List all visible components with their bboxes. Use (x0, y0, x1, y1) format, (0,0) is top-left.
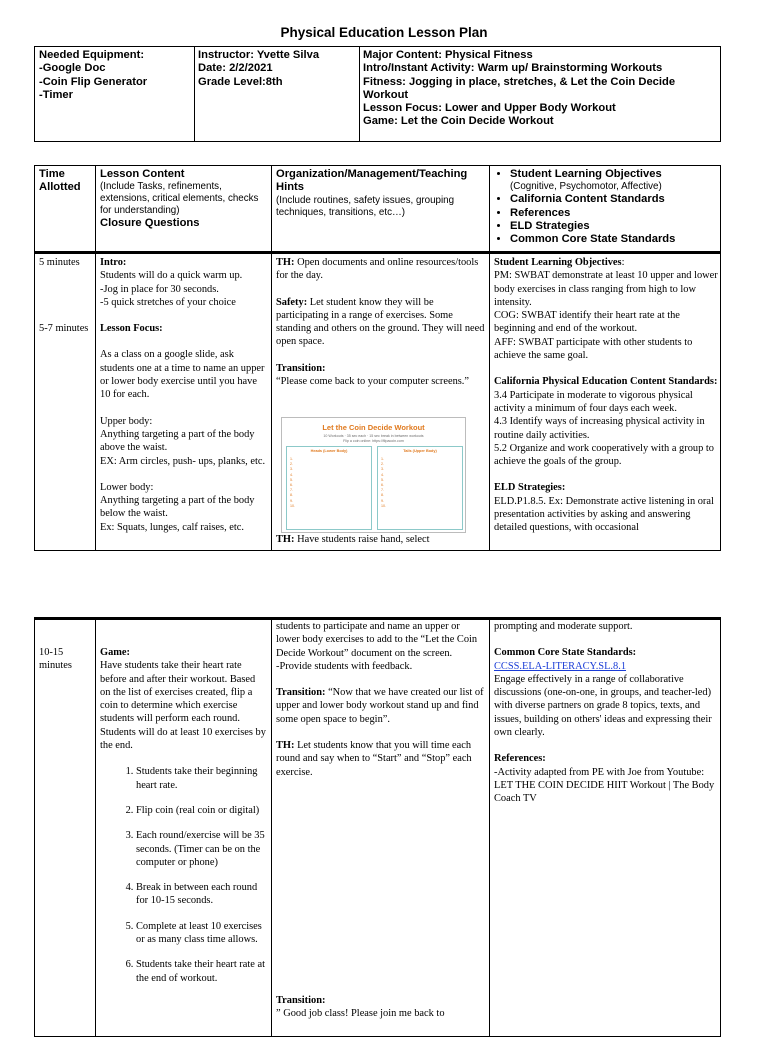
standards-p2 (494, 620, 718, 806)
thumbnail-column-heads (286, 446, 372, 530)
safety-label: Safety: (276, 296, 308, 308)
content-cell (363, 49, 715, 129)
game-step: 4. Break in between each round for 10-15 seconds. (136, 881, 268, 908)
slo-line: AFF: SWBAT participate with other students to achieve the same goal. (494, 336, 693, 362)
organization-title: Organization/Management/Teaching Hints (276, 168, 468, 194)
content-line: Intro/Instant Activity: Warm up/ Brainstorming Workouts (363, 62, 663, 75)
content-line: Fitness: Jogging in place, stretches, & Let the Coin Decide Workout (363, 75, 676, 101)
closure-questions-title: Closure Questions (100, 217, 200, 230)
lower-line: Anything targeting a part of the body below the waist. (100, 495, 255, 520)
standards-p1: Student Learning Objectives: PM: SWBAT demonstrate at least 10 upper and lower body exercises in class ranging from high to low intensity. COG: SWBAT identify their heart rate at the beginning and end of the workout. AFF: SWBAT participate with other students to achieve the same goal. California Physical Education Content Standards: 3.4 Participate in moderate to vigorous physical activity a minimum of four days each week. 4.3 Identify ways of increasing physical activity in routine daily activities. 5.2 Organize and work cooperatively with a group to achieve the goals of the group. ELD Strategies: ELD.P1.8.5. Ex: Demonstrate active listening in oral presentation activities by asking and answering detailed questions, with occasional (494, 257, 718, 534)
cal-standard-line: 4.3 Identify ways of increasing physical activity in routine daily activities. (494, 416, 705, 441)
lesson-content-header (100, 168, 268, 231)
game-steps (100, 765, 268, 985)
references-heading: References: (494, 753, 546, 765)
time-header: Time Allotted (39, 168, 81, 194)
eld-heading: ELD Strategies: (494, 482, 566, 494)
game-step: 1. Students take their beginning heart rate. (136, 765, 268, 792)
slo-line: PM: SWBAT demonstrate at least 10 upper and lower body exercises in class ranging from high to low intensity. (494, 270, 718, 308)
cal-standard-line: 5.2 Organize and work cooperatively with a group to achieve the goals of the group. (494, 442, 714, 468)
references-text: -Activity adapted from PE with Joe from Youtube: LET THE COIN DECIDE HIIT Workout | The Body Coach TV (494, 766, 715, 805)
upper-line: EX: Arm circles, push- ups, planks, etc. (100, 455, 266, 467)
lower-line: Ex: Squats, lunges, calf raises, etc. (100, 521, 244, 533)
objectives-item: • California Content Standards (510, 193, 718, 206)
equipment-line: Needed Equipment: (39, 49, 145, 61)
cal-standard-line: 3.4 Participate in moderate to vigorous physical activity a minimum of four days each week. (494, 389, 693, 414)
feedback-text: -Provide students with feedback. (276, 660, 413, 672)
objectives-item: • Student Learning Objectives (510, 168, 718, 181)
organization-note: (Include routines, safety issues, grouping techniques, transitions, etc…) (276, 194, 455, 218)
date-line: Date: 2/2/2021 (198, 62, 273, 75)
time-intro: 5 minutes (39, 257, 80, 268)
thumbnail-number-list: 1. 2. 3. 4. 5. 6. 7. 8. 9. 10. (381, 457, 386, 508)
transition-heading: Transition: (276, 995, 326, 1006)
transition-heading: Transition: (276, 687, 326, 699)
th-text: Open documents and online resources/tools for the day. (276, 257, 479, 282)
game-step: 5. Complete at least 10 exercises or as many class time allows. (136, 920, 268, 947)
thumbnail-subtitle: Flip a coin online: https://flipacoin.com (343, 439, 404, 443)
content-line: Major Content: Physical Fitness (363, 49, 533, 61)
thumbnail-number-list: 1. 2. 3. 4. 5. 6. 7. 8. 9. 10. (290, 457, 295, 508)
intro-line: Students will do a quick warm up. (100, 270, 243, 282)
organization-p2 (276, 620, 486, 779)
th-label: TH: (276, 740, 295, 752)
organization-p1-bottom (276, 533, 486, 546)
instructor-cell (198, 49, 356, 89)
objectives-item: • Common Core State Standards (510, 233, 718, 246)
cal-standards-heading: California Physical Education Content Standards: (494, 376, 718, 388)
thumbnail-column-tails (377, 446, 463, 530)
th-text: Let students know that you will time each round and say when to “Start” and “Stop” each exercise. (276, 740, 472, 778)
focus-paragraph: As a class on a google slide, ask students one at a time to name an upper or lower body exercise until you have 10 for each. (100, 349, 265, 401)
game-paragraph: Have students take their heart rate before and after their workout. Based on the list of exercises created, flip a coin to determine which exercise students will perform each round. Students will do at least 10 exercises by the end. (100, 660, 266, 752)
objectives-item: • ELD Strategies (510, 220, 718, 233)
grade-line: Grade Level:8th (198, 75, 283, 88)
eld-continued: prompting and moderate support. (494, 621, 633, 632)
objectives-item: • References (510, 207, 718, 220)
content-line: Lesson Focus: Lower and Upper Body Workout (363, 102, 616, 115)
transition-heading: Transition: (276, 362, 326, 374)
organization-p2-bottom (276, 994, 486, 1021)
thumbnail-subtitle: 10 Workouts · 35 sec each · 15 sec break in between workouts (323, 434, 424, 438)
thumbnail-column-heading: Heads (Lower Body) (310, 449, 348, 453)
objectives-note: (Cognitive, Psychomotor, Affective) (510, 181, 662, 193)
slo-heading: Student Learning Objectives (494, 257, 622, 268)
thumbnail-column-heading: Tails (Upper Body) (403, 449, 437, 453)
transition-text: “Please come back to your computer screens.” (276, 376, 470, 388)
content-line: Game: Let the Coin Decide Workout (363, 115, 554, 128)
game-step: 3. Each round/exercise will be 35 seconds. (Timer can be on the computer or phone) (136, 829, 268, 869)
safety-text: Let student know they will be participating in a range of exercises. Some standing and others on the ground. They will need open space. (276, 296, 485, 348)
transition-text: “Now that we have created our list of upper and lower body workout stand up and find some open space to begin”. (276, 687, 484, 725)
upper-line: Upper body: (100, 415, 153, 427)
equipment-cell (39, 49, 191, 102)
lesson-content-note: (Include Tasks, refinements, extensions, critical elements, checks for understanding) (100, 181, 259, 217)
slo-line: COG: SWBAT identify their heart rate at the beginning and end of the workout. (494, 310, 680, 335)
upper-line: Anything targeting a part of the body above the waist. (100, 428, 255, 454)
equipment-line: -Timer (39, 88, 73, 101)
worksheet-thumbnail (281, 417, 466, 533)
lower-line: Lower body: (100, 481, 154, 493)
lesson-content-p2 (100, 646, 268, 997)
ccss-heading: Common Core State Standards: (494, 647, 637, 659)
lesson-content-p1 (100, 256, 268, 534)
th-label: TH: (276, 534, 295, 545)
th-text: Have students raise hand, select (294, 534, 430, 545)
focus-heading: Lesson Focus: (100, 323, 163, 335)
time-focus: 5-7 minutes (39, 323, 89, 334)
ccss-link[interactable]: CCSS.ELA-LITERACY.SL.8.1 (494, 660, 627, 672)
instructor-line: Instructor: Yvette Silva (198, 49, 320, 61)
ccss-text: Engage effectively in a range of collaborative discussions (one-on-one, in groups, and teacher-led) with diverse partners on grade 8 topics, texts, and issues, building on others' ideas and expressing their own clearly. (494, 673, 712, 739)
lesson-content-title: Lesson Content (100, 168, 185, 180)
continued-text: students to participate and name an upper or lower body exercises to add to the “Let the Coin Decide Workout” document on the screen. (276, 621, 478, 659)
objectives-header (494, 168, 718, 246)
transition-text: ” Good job class! Please join me back to (276, 1008, 445, 1020)
thumbnail-title: Let the Coin Decide Workout (322, 423, 425, 432)
intro-line: -5 quick stretches of your choice (100, 296, 236, 308)
organization-header (276, 168, 486, 219)
page-title: Physical Education Lesson Plan (280, 25, 488, 40)
time-game: 10-15 minutes (39, 647, 72, 672)
game-heading: Game: (100, 647, 131, 658)
organization-p1 (276, 256, 486, 388)
equipment-line: -Coin Flip Generator (39, 75, 148, 88)
intro-heading: Intro: (100, 257, 127, 268)
equipment-line: -Google Doc (39, 62, 106, 75)
game-step: 6. Students take their heart rate at the end of workout. (136, 958, 268, 985)
game-step: 2. Flip coin (real coin or digital) (136, 804, 268, 817)
th-label: TH: (276, 257, 295, 268)
eld-text: ELD.P1.8.5. Ex: Demonstrate active listening in oral presentation activities by asking and answering detailed questions, with occasional (494, 495, 714, 534)
intro-line: -Jog in place for 30 seconds. (100, 283, 219, 295)
